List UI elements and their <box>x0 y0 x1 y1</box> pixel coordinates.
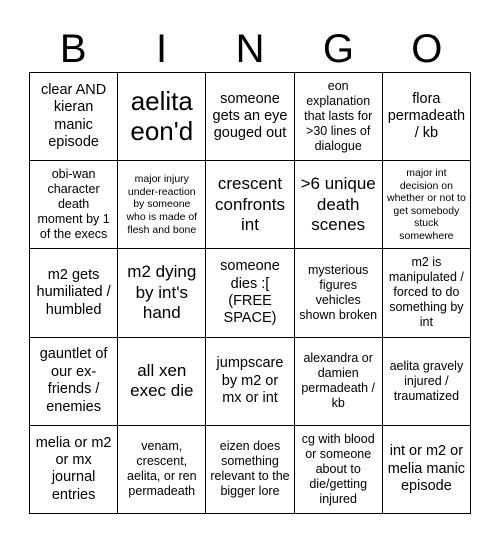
bingo-cell-text: alexandra or damien permadeath / kb <box>301 351 376 411</box>
bingo-cell-text: eizen does something relevant to the bigger lore <box>210 439 290 499</box>
header-letter-g: G <box>322 27 354 71</box>
bingo-cell-text: m2 dying by int's hand <box>127 262 197 323</box>
bingo-cell-r3-c4[interactable] <box>295 249 383 337</box>
bingo-cell-r3-c5[interactable] <box>383 249 471 337</box>
bingo-cell-r3-c3[interactable] <box>206 249 294 337</box>
bingo-cell-text: m2 gets humiliated / humbled <box>36 266 111 318</box>
header-letter-i: I <box>156 27 168 71</box>
bingo-cell-text: crescent confronts int <box>215 174 285 234</box>
bingo-cell-r5-c1[interactable] <box>30 426 118 514</box>
bingo-cell-text: all xen exec die <box>130 360 194 401</box>
bingo-cell-text: obi-wan character death moment by 1 of the execs <box>37 167 110 242</box>
bingo-cell-r2-c2[interactable] <box>118 161 206 249</box>
bingo-cell-text: melia or m2 or mx journal entries <box>35 434 112 503</box>
header-letter-b: B <box>59 27 87 71</box>
bingo-cell-r4-c1[interactable] <box>30 338 118 426</box>
header-letter-o: O <box>411 27 443 71</box>
bingo-cell-r4-c2[interactable] <box>118 338 206 426</box>
bingo-cell-r1-c4[interactable] <box>295 73 383 161</box>
bingo-cell-text: mysterious figures vehicles shown broken <box>299 262 378 322</box>
header-letter-n: N <box>235 27 265 71</box>
bingo-cell-text: cg with blood or someone about to die/getting injured <box>301 431 375 506</box>
bingo-cell-text: major int decision on whether or not to get somebody stuck somewhere <box>386 167 466 242</box>
bingo-cell-text: m2 is manipulated / forced to do something by int <box>388 255 464 330</box>
bingo-cell-r5-c2[interactable] <box>118 426 206 514</box>
bingo-cell-r1-c2[interactable] <box>118 73 206 161</box>
bingo-board <box>29 72 471 514</box>
bingo-cell-text: gauntlet of our ex-friends / enemies <box>39 346 108 415</box>
bingo-cell-r2-c4[interactable] <box>295 161 383 249</box>
bingo-cell-r1-c3[interactable] <box>206 73 294 161</box>
bingo-cell-r1-c5[interactable] <box>383 73 471 161</box>
bingo-cell-r2-c5[interactable] <box>383 161 471 249</box>
bingo-cell-r2-c1[interactable] <box>30 161 118 249</box>
bingo-cell-r4-c4[interactable] <box>295 338 383 426</box>
bingo-cell-text: eon explanation that lasts for >30 lines of dialogue <box>304 79 373 154</box>
bingo-cell-text: int or m2 or melia manic episode <box>387 443 466 495</box>
bingo-cell-text: jumpscare by m2 or mx or int <box>216 355 284 406</box>
bingo-cell-r5-c3[interactable] <box>206 426 294 514</box>
bingo-header <box>29 26 471 72</box>
bingo-cell-r5-c5[interactable] <box>383 426 471 514</box>
bingo-cell-r5-c4[interactable] <box>295 426 383 514</box>
bingo-cell-text: someone dies :[ (FREE SPACE) <box>220 258 280 327</box>
bingo-cell-r1-c1[interactable] <box>30 73 118 161</box>
bingo-cell-text: clear AND kieran manic episode <box>40 81 107 150</box>
bingo-cell-text: someone gets an eye gouged out <box>212 90 288 142</box>
bingo-cell-r3-c2[interactable] <box>118 249 206 337</box>
bingo-cell-r2-c3[interactable] <box>206 161 294 249</box>
bingo-cell-text: major injury under-reaction by someone who is made of flesh and bone <box>126 173 198 236</box>
bingo-cell-text: venam, crescent, aelita, or ren permadeath <box>127 439 197 499</box>
bingo-cell-text: aelita eon'd <box>130 85 194 146</box>
bingo-cell-r4-c5[interactable] <box>383 338 471 426</box>
bingo-cell-r4-c3[interactable] <box>206 338 294 426</box>
bingo-cell-text: >6 unique death scenes <box>300 174 376 234</box>
bingo-cell-text: flora permadeath / kb <box>387 90 466 142</box>
bingo-cell-text: aelita gravely injured / traumatized <box>389 358 464 403</box>
bingo-cell-r3-c1[interactable] <box>30 249 118 337</box>
